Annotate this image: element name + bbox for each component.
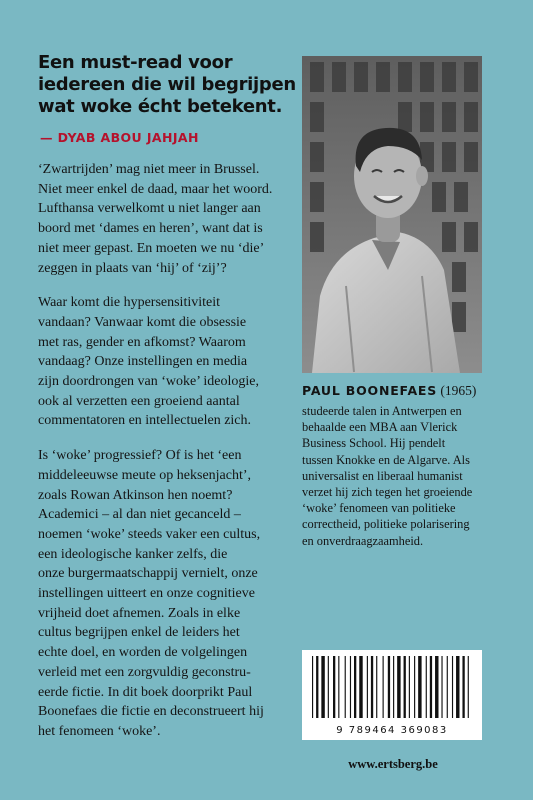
isbn-number: 9 789464 369083 (336, 725, 448, 736)
blurb (38, 160, 290, 757)
author-photo-illustration (302, 56, 482, 373)
barcode-bar (393, 656, 394, 718)
blurb-line: vandaan? Vanwaar komt die obsessie (38, 314, 247, 330)
blurb-line: verleid met een zorgvuldig geconstru- (38, 664, 251, 680)
quote-line: iedereen die wil begrijpen (38, 74, 296, 95)
bio-line: ‘woke’ fenomeen van politieke (302, 501, 456, 516)
barcode-bar (441, 656, 442, 718)
barcode-bar (388, 656, 390, 718)
barcode-bar (409, 656, 410, 718)
author-name: PAUL BOONEFAES (302, 383, 438, 398)
barcode (302, 650, 482, 740)
blurb-line: echte doel, en worden de volgelingen (38, 645, 248, 661)
blurb-line: het fenomeen ‘woke’. (38, 723, 161, 739)
blurb-line: eerde fictie. In dit boek doorprikt Paul (38, 684, 253, 700)
blurb-paragraph-1 (38, 160, 290, 278)
barcode-bar (404, 656, 406, 718)
cover-quote (38, 52, 296, 118)
barcode-bar (316, 656, 318, 718)
barcode-bar (462, 656, 464, 718)
publisher-website: www.ertsberg.be (348, 757, 438, 771)
quote-attribution: — DYAB ABOU JAHJAH (40, 130, 199, 145)
author-heading (302, 383, 476, 399)
author-years: (1965) (440, 383, 477, 398)
blurb-line: onze burgermaatschappij vernielt, onze (38, 566, 258, 582)
blurb-line: ook al verzetten een groeiend aantal (38, 393, 240, 409)
barcode-bar (383, 656, 384, 718)
bio-line: Business School. Hij pendelt (302, 436, 446, 451)
barcode-bar (328, 656, 329, 718)
blurb-line: met ras, gender en afkomst? Waarom (38, 334, 246, 350)
blurb-paragraph-2 (38, 293, 290, 431)
barcode-bar (414, 656, 415, 718)
barcode-bar (468, 656, 469, 718)
barcode-bar (321, 656, 324, 718)
bio-line: behaalde een MBA aan Vlerick (302, 420, 458, 435)
barcode-bar (345, 656, 346, 718)
bio-line: studeerde talen in Antwerpen en (302, 404, 462, 418)
blurb-line: zoals Rowan Atkinson hen noemt? (38, 487, 233, 503)
author-bio (302, 403, 502, 549)
blurb-line: Is ‘woke’ progressief? Of is het ‘een (38, 448, 242, 464)
quote-line: wat woke écht betekent. (38, 96, 283, 117)
blurb-line: ‘Zwartrijden’ mag niet meer in Brussel. (38, 162, 260, 177)
blurb-line: boord met ‘dames en heren’, want dat is (38, 221, 263, 237)
blurb-line: Boonefaes die fictie en deconstrueert hij (38, 704, 264, 720)
blurb-paragraph-3 (38, 446, 290, 742)
blurb-line: middeleeuwse meute op heksenjacht’, (38, 467, 252, 483)
blurb-line: niet meer gepast. En moeten we nu ‘die’ (38, 240, 265, 256)
bio-line: tussen Knokke en de Algarve. Als (302, 452, 470, 467)
barcode-bar (426, 656, 427, 718)
blurb-line: Niet meer enkel de daad, maar het woord. (38, 181, 273, 197)
barcode-bar (338, 656, 339, 718)
blurb-line: vrijheid doet afnemen. Zoals in elke (38, 605, 241, 621)
blurb-line: zeggen in plaats van ‘hij’ of ‘zij’? (38, 260, 227, 276)
bio-line: universalist en liberaal humanist (302, 468, 463, 483)
barcode-bar (359, 656, 362, 718)
barcode-bar (447, 656, 448, 718)
blurb-line: cultus begrijpen enkel de leiders het (38, 625, 240, 641)
barcode-bar (376, 656, 377, 718)
blurb-line: Academici – al dan niet gecanceld – (38, 507, 241, 523)
barcode-bar (350, 656, 351, 718)
blurb-line: zijn doordrongen van ‘woke’ ideologie, (38, 374, 259, 390)
barcode-bar (371, 656, 373, 718)
bio-line: en onverdraagzaamheid. (302, 533, 424, 548)
blurb-line: commentatoren en intellectuelen zich. (38, 413, 252, 429)
bio-line: correctheid, politieke polarisering (302, 517, 470, 532)
barcode-bar (456, 656, 459, 718)
blurb-line: een ideologische kanker zelfs, die (38, 546, 228, 562)
barcode-bars (302, 650, 482, 722)
barcode-bar (418, 656, 421, 718)
barcode-bar (333, 656, 335, 718)
blurb-line: Waar komt die hypersensitiviteit (38, 295, 220, 311)
quote-line: Een must-read voor (38, 52, 233, 73)
blurb-line: instellingen uitteert en onze cognitieve (38, 586, 255, 602)
author-photo (302, 56, 482, 373)
barcode-bar (354, 656, 356, 718)
barcode-bar (452, 656, 453, 718)
blurb-line: vandaag? Onze instellingen en media (38, 354, 248, 370)
barcode-bar (312, 656, 313, 718)
barcode-bar (435, 656, 438, 718)
barcode-bar (430, 656, 432, 718)
bio-line: verzet hij zich tegen het groeiende (302, 485, 473, 500)
barcode-bar (397, 656, 400, 718)
blurb-line: Lufthansa verwelkomt u niet langer aan (38, 201, 261, 217)
barcode-bar (367, 656, 368, 718)
blurb-line: noemen ‘woke’ steeds vaker een cultus, (38, 526, 261, 542)
